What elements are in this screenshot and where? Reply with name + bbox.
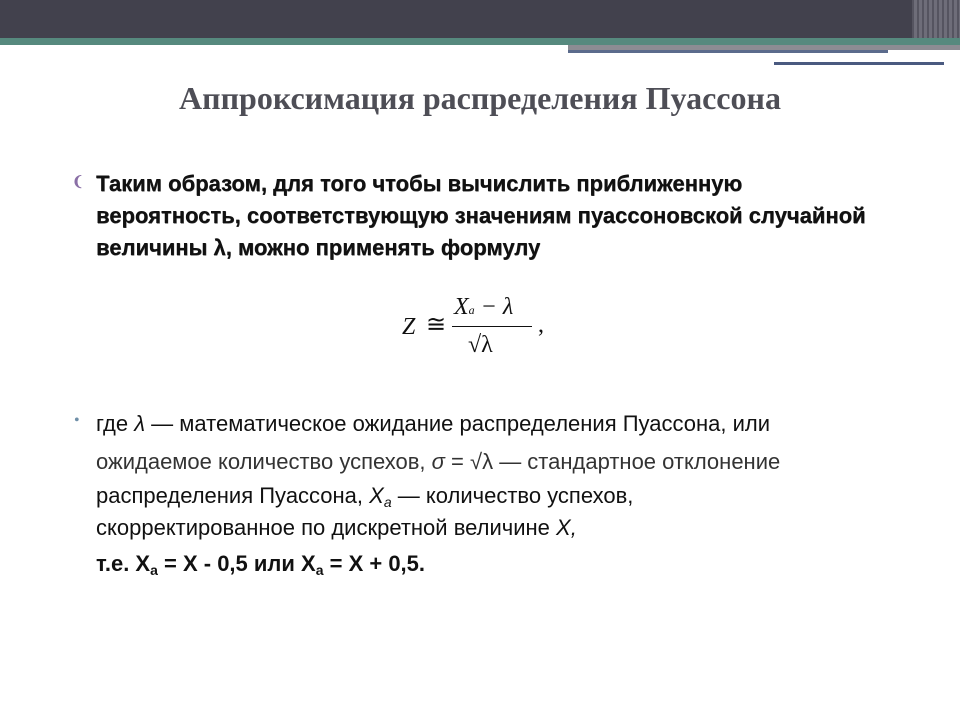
bullet-icon: ❨ (72, 175, 84, 190)
paragraph-2-line-4 (96, 512, 577, 544)
text-expected-successes: ожидаемое количество успехов, (96, 449, 432, 474)
text-equals: = (444, 449, 470, 474)
paragraph-1 (96, 168, 886, 264)
decor-line-2 (774, 62, 944, 65)
text-std-dev: — стандартное отклонение (493, 449, 781, 474)
fraction-bar (452, 326, 532, 327)
paragraph-1-line-3: величины λ, можно применять формулу (96, 235, 541, 260)
text-x-var: X, (556, 515, 577, 540)
text-poisson-distribution: распределения Пуассона, (96, 483, 370, 508)
formula-approx: ≅ (426, 312, 447, 338)
text-lambda: λ (134, 411, 146, 436)
text-x-sub: a (383, 494, 392, 510)
text-corrected: скорректированное по дискретной величине (96, 515, 557, 540)
paragraph-2-line-1 (96, 408, 770, 440)
text-xa-sub-1: a (150, 562, 158, 578)
text-where: где (96, 411, 135, 436)
paragraph-2-line-2 (96, 446, 780, 478)
text-minus-half: = X - 0,5 или X (157, 551, 316, 576)
text-ie-x: т.е. X (96, 551, 151, 576)
slide-title: Аппроксимация распределения Пуассона (179, 80, 781, 116)
formula-denominator: √λ (468, 332, 493, 358)
text-sqrt-lambda: √λ (470, 449, 494, 474)
decor-line-1 (568, 50, 888, 53)
formula-lhs: Z (402, 314, 416, 340)
bullet-icon-2: • (74, 412, 80, 429)
header-bar (0, 0, 960, 38)
text-expectation: — математическое ожидание распределения Пуассона, или (145, 411, 771, 436)
header-stripes (912, 0, 960, 38)
text-sigma: σ (431, 449, 445, 474)
accent-line (0, 38, 960, 45)
paragraph-1-line-2: вероятность, соответствующую значениям пуассоновской случайной (96, 203, 866, 228)
text-plus-half: = X + 0,5. (323, 551, 426, 576)
formula (402, 296, 562, 368)
formula-numerator-rest: − λ (474, 294, 514, 320)
paragraph-1-line-1: Таким образом, для того чтобы вычислить приближенную (96, 171, 743, 196)
text-successes: — количество успехов, (391, 483, 634, 508)
paragraph-2-line-5 (96, 548, 425, 586)
formula-numerator-var: X (454, 294, 469, 320)
formula-numerator-sub: a (468, 303, 475, 317)
formula-numerator (454, 294, 513, 321)
text-x: X (369, 483, 384, 508)
text-xa-sub-2: a (315, 562, 324, 578)
formula-comma: , (538, 312, 544, 338)
